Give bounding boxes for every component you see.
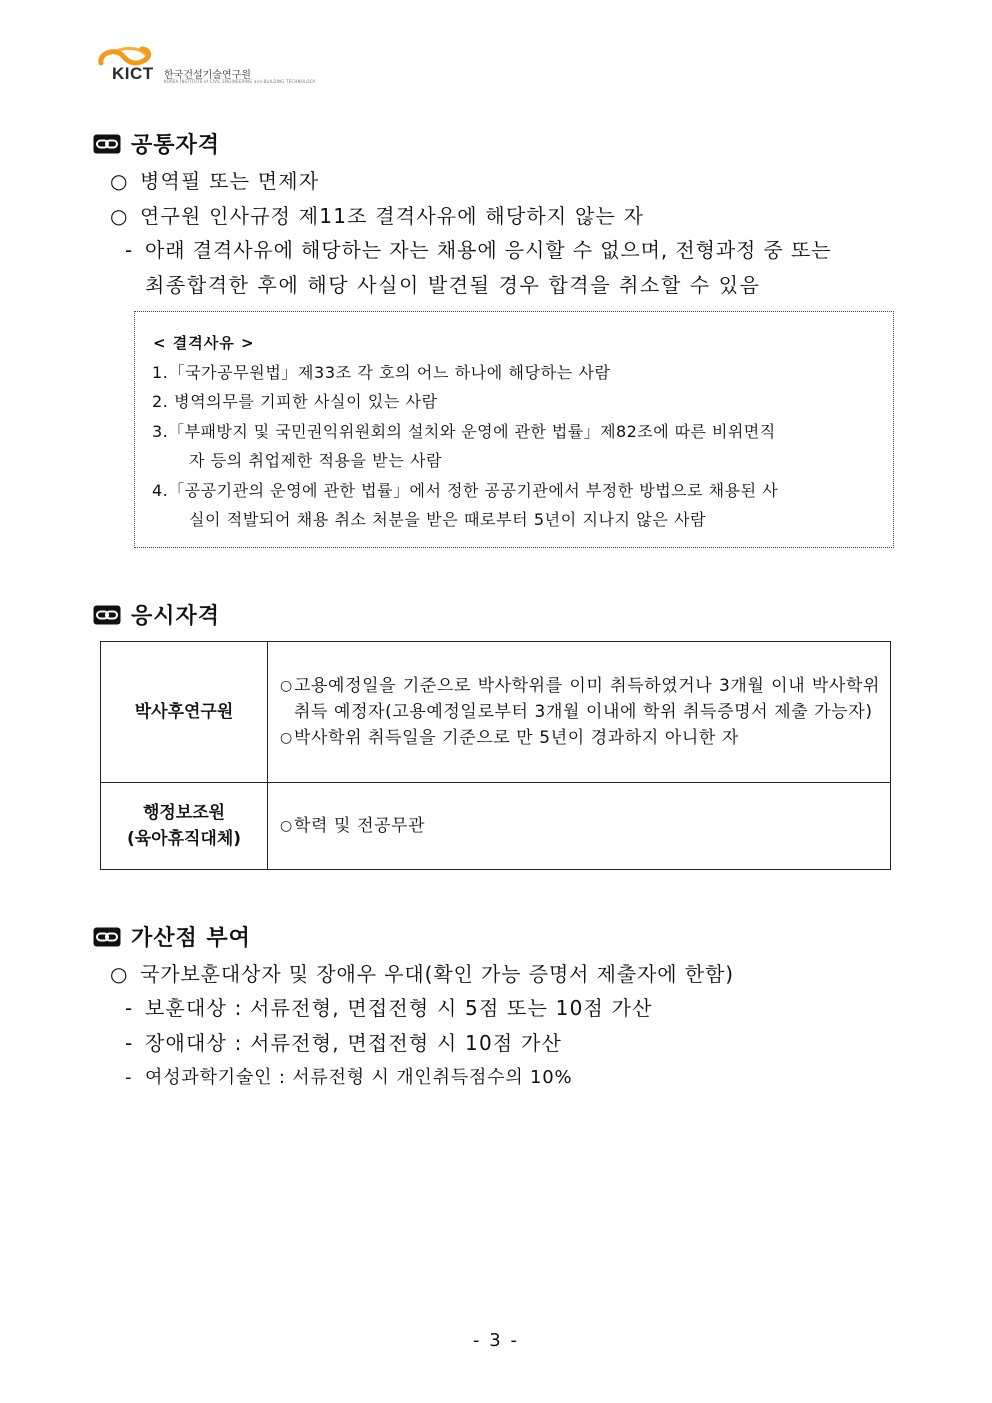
sub-item: - 보훈대상 : 서류전형, 면접전형 시 5점 또는 10점 가산 xyxy=(125,996,653,1020)
table-row xyxy=(101,642,891,783)
row-content xyxy=(268,642,891,783)
org-name: 한국건설기술연구원 xyxy=(164,70,251,81)
circle-bullet-icon: ○ xyxy=(280,818,293,834)
list-item: ○ 국가보훈대상자 및 장애우 우대(확인 가능 증명서 제출자에 한함) xyxy=(110,962,734,986)
box-line: 1.「국가공무원법」제33조 각 호의 어느 하나에 해당하는 사람 xyxy=(152,363,611,382)
box-line: 4.「공공기관의 운영에 관한 법률」에서 정한 공공기관에서 부정한 방법으로 채용된 사 xyxy=(152,481,779,500)
sub-item-continuation: 최종합격한 후에 해당 사실이 발견될 경우 합격을 취소할 수 있음 xyxy=(145,273,761,297)
qualification-table xyxy=(100,641,891,870)
box-line: 2. 병역의무를 기피한 사실이 있는 사람 xyxy=(152,392,438,411)
dash-bullet-icon: - xyxy=(125,238,134,262)
list-item: ○ 박사학위 취득일을 기준으로 만 5년이 경과하지 아니한 자 xyxy=(280,725,880,751)
box-line: 실이 적발되어 채용 취소 처분을 받은 때로부터 5년이 지나지 않은 사람 xyxy=(189,510,707,529)
section-heading-qualification xyxy=(93,599,220,630)
sub-item: - 장애대상 : 서류전형, 면접전형 시 10점 가산 xyxy=(125,1031,563,1055)
section-heading-bonus xyxy=(93,921,251,952)
sub-item: - 아래 결격사유에 해당하는 자는 채용에 응시할 수 없으며, 전형과정 중 또는 xyxy=(125,238,832,262)
link-icon xyxy=(93,605,121,625)
section-title: 공통자격 xyxy=(131,133,221,158)
dash-bullet-icon: - xyxy=(125,1031,134,1055)
page-number: - 3 - xyxy=(473,1330,519,1351)
box-line: 자 등의 취업제한 적용을 받는 사람 xyxy=(189,451,443,470)
sub-item: - 여성과학기술인 : 서류전형 시 개인취득점수의 10% xyxy=(125,1067,573,1088)
section-title: 응시자격 xyxy=(131,604,221,629)
row-label: 박사후연구원 xyxy=(101,642,268,783)
circle-bullet-icon: ○ xyxy=(110,169,129,193)
circle-bullet-icon: ○ xyxy=(280,678,293,694)
dash-bullet-icon: - xyxy=(125,996,134,1020)
logo-text: KICT xyxy=(112,64,154,83)
box-line: 3.「부패방지 및 국민권익위원회의 설치와 운영에 관한 법률」제82조에 따른 비위면직 xyxy=(152,422,776,441)
box-title: < 결격사유 > xyxy=(153,334,255,352)
circle-bullet-icon: ○ xyxy=(110,962,129,986)
table-row xyxy=(101,783,891,870)
list-item: ○ 연구원 인사규정 제11조 결격사유에 해당하지 않는 자 xyxy=(110,204,645,228)
disqualification-box xyxy=(134,311,894,548)
row-label: 행정보조원 (육아휴직대체) xyxy=(101,783,268,870)
link-icon xyxy=(93,134,121,154)
list-item: ○ 학력 및 전공무관 xyxy=(280,813,880,839)
circle-bullet-icon: ○ xyxy=(110,204,129,228)
link-icon xyxy=(93,927,121,947)
section-heading-common xyxy=(93,128,220,159)
circle-bullet-icon: ○ xyxy=(280,730,293,746)
section-title: 가산점 부여 xyxy=(131,926,251,951)
list-item: ○ 고용예정일을 기준으로 박사학위를 이미 취득하였거나 3개월 이내 박사학위 취득 예정자(고용예정일로부터 3개월 이내에 학위 취득증명서 제출 가능자) xyxy=(280,673,880,725)
row-content xyxy=(268,783,891,870)
list-item: ○ 병역필 또는 면제자 xyxy=(110,169,320,193)
org-name-en: KOREA INSTITUTE of CIVIL ENGINEERING and BUILDING TECHNOLOGY xyxy=(164,79,316,84)
kict-logo xyxy=(95,46,316,86)
dash-bullet-icon: - xyxy=(125,1067,133,1088)
